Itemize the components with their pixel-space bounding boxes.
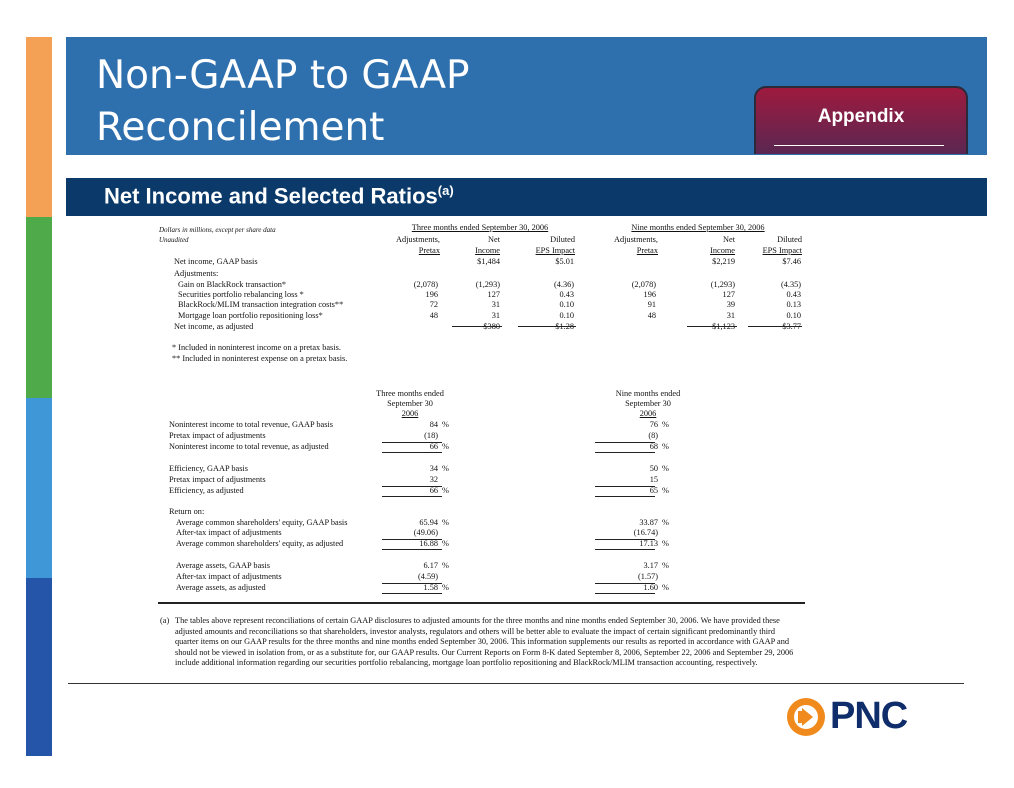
- ratio-n-value: (16.74): [633, 528, 658, 537]
- cell-q-eps: $1.28: [555, 322, 574, 331]
- ratio-q-percent: %: [442, 442, 449, 451]
- col-head-eps-impact: EPS Impact: [535, 246, 575, 255]
- cell-q-net-income: 31: [491, 300, 500, 309]
- ratio-q-value: 66: [429, 486, 438, 495]
- cell-n-eps: 0.43: [786, 290, 801, 299]
- subtotal-rule: [595, 583, 655, 584]
- ratio-n-percent: %: [662, 539, 669, 548]
- col-head-net: Net: [488, 235, 500, 244]
- ratio-label: Efficiency, GAAP basis: [169, 464, 248, 473]
- ratio-q-value: 34: [429, 464, 438, 473]
- col-head-eps-impact-9m: EPS Impact: [762, 246, 802, 255]
- ratio-q-value: 6.17: [423, 561, 438, 570]
- row-label: Mortgage loan portfolio repositioning loss*: [178, 311, 323, 320]
- subtotal-rule: [595, 486, 655, 487]
- cell-n-net-income: $2,219: [712, 257, 735, 266]
- ratio-n-percent: %: [662, 442, 669, 451]
- subtotal-rule: [595, 539, 655, 540]
- col-head-adjustments-9m: Adjustments,: [613, 235, 658, 244]
- note-pretax-income: * Included in noninterest income on a pretax basis.: [172, 343, 341, 352]
- total-rule: [595, 452, 655, 453]
- accent-stripe-orange: [26, 37, 52, 217]
- slide-title-line2: Reconcilement: [96, 105, 385, 150]
- t2-head-q1: Three months ended: [376, 389, 444, 398]
- cell-q-net-income: $380: [483, 322, 500, 331]
- cell-n-net-income: 127: [722, 290, 735, 299]
- cell-q-net-income: 31: [491, 311, 500, 320]
- ratio-n-percent: %: [662, 518, 669, 527]
- ratio-q-percent: %: [442, 464, 449, 473]
- col-head-diluted-9m: Diluted: [777, 235, 802, 244]
- ratio-n-value: 50: [649, 464, 658, 473]
- ratio-label: Noninterest income to total revenue, GAAP basis: [169, 420, 333, 429]
- cell-q-adjustment: 72: [429, 300, 438, 309]
- t2-head-n3: 2006: [639, 409, 657, 418]
- ratio-label: After-tax impact of adjustments: [176, 528, 282, 537]
- cell-q-eps: (4.36): [553, 280, 574, 289]
- ratio-label: Return on:: [169, 507, 205, 516]
- subtotal-rule: [382, 442, 442, 443]
- ratio-q-value: (18): [424, 431, 438, 440]
- total-rule: [382, 593, 442, 594]
- unaudited-note: Unaudited: [159, 236, 189, 244]
- ratio-label: Average common shareholders' equity, as adjusted: [176, 539, 344, 548]
- ratio-label: After-tax impact of adjustments: [176, 572, 282, 581]
- cell-q-net-income: 127: [487, 290, 500, 299]
- total-rule: [595, 593, 655, 594]
- ratio-n-value: 33.87: [639, 518, 658, 527]
- ratio-label: Pretax impact of adjustments: [169, 431, 266, 440]
- ratio-n-percent: %: [662, 464, 669, 473]
- ratio-q-value: (49.06): [413, 528, 438, 537]
- ratio-n-value: 15: [649, 475, 658, 484]
- accent-stripe-light-blue: [26, 398, 52, 578]
- subtotal-rule: [382, 539, 442, 540]
- ratio-q-percent: %: [442, 420, 449, 429]
- ratio-n-percent: %: [662, 486, 669, 495]
- col-head-pretax: Pretax: [418, 246, 440, 255]
- period-header-nine-months: Nine months ended September 30, 2006: [631, 223, 765, 232]
- period-header-three-months: Three months ended September 30, 2006: [411, 223, 549, 232]
- total-rule: [595, 549, 655, 550]
- col-head-adjustments: Adjustments,: [395, 235, 440, 244]
- ratio-q-value: 66: [429, 442, 438, 451]
- accent-stripe-dark-blue: [26, 578, 52, 756]
- row-label: Securities portfolio rebalancing loss *: [178, 290, 304, 299]
- units-note: Dollars in millions, except per share data: [159, 226, 276, 234]
- ratio-label: Noninterest income to total revenue, as adjusted: [169, 442, 329, 451]
- ratio-label: Average assets, as adjusted: [176, 583, 266, 592]
- cell-n-eps: $7.46: [782, 257, 801, 266]
- row-label: Gain on BlackRock transaction*: [178, 280, 287, 289]
- cell-q-net-income: $1,484: [477, 257, 500, 266]
- ratio-q-percent: %: [442, 518, 449, 527]
- cell-q-eps: 0.43: [559, 290, 574, 299]
- ratio-q-value: (4.59): [417, 572, 438, 581]
- ratio-n-percent: %: [662, 420, 669, 429]
- cell-q-eps: $5.01: [555, 257, 574, 266]
- rule: [748, 326, 802, 327]
- section-title: [104, 183, 454, 209]
- cell-n-adjustment: (2,078): [631, 280, 656, 289]
- cell-q-adjustment: 196: [425, 290, 438, 299]
- ratio-q-value: 16.88: [419, 539, 438, 548]
- ratio-n-value: (8): [648, 431, 658, 440]
- section-title-footnote-ref: (a): [437, 183, 454, 198]
- cell-n-eps: 0.10: [786, 311, 801, 320]
- t2-head-n2: September 30: [625, 399, 671, 408]
- slide-title-line1: Non-GAAP to GAAP: [96, 53, 470, 98]
- row-label: BlackRock/MLIM transaction integration costs**: [178, 300, 344, 309]
- cell-n-net-income: (1,293): [710, 280, 735, 289]
- cell-n-adjustment: 48: [647, 311, 656, 320]
- t2-head-n1: Nine months ended: [615, 389, 681, 398]
- ratio-label: Average common shareholders' equity, GAAP basis: [176, 518, 348, 527]
- accent-stripe-green: [26, 217, 52, 398]
- pnc-logo-text: PNC: [830, 695, 908, 737]
- pnc-logo: [786, 697, 936, 737]
- total-rule: [595, 496, 655, 497]
- ratio-n-percent: %: [662, 583, 669, 592]
- note-pretax-expense: ** Included in noninterest expense on a pretax basis.: [172, 354, 348, 363]
- ratio-label: Efficiency, as adjusted: [169, 486, 244, 495]
- ratio-q-percent: %: [442, 486, 449, 495]
- table-bottom-rule: [158, 602, 805, 604]
- rule: [687, 326, 737, 327]
- ratio-n-value: 1.60: [643, 583, 658, 592]
- t2-head-q3: 2006: [401, 409, 419, 418]
- ratio-n-value: (1.57): [637, 572, 658, 581]
- ratio-q-percent: %: [442, 583, 449, 592]
- reconciliation-document: [150, 218, 810, 608]
- ratio-n-value: 65: [649, 486, 658, 495]
- footnote-mark: (a): [160, 616, 170, 625]
- cell-n-net-income: 39: [726, 300, 735, 309]
- col-head-diluted: Diluted: [550, 235, 575, 244]
- ratio-n-value: 68: [649, 442, 658, 451]
- ratio-q-percent: %: [442, 539, 449, 548]
- appendix-underline: [774, 145, 944, 146]
- cell-n-net-income: $1,123: [712, 322, 735, 331]
- col-head-income: Income: [475, 246, 500, 255]
- slide-title: [96, 50, 656, 154]
- rule: [452, 326, 502, 327]
- cell-q-net-income: (1,293): [475, 280, 500, 289]
- ratio-n-value: 76: [649, 420, 658, 429]
- subtotal-rule: [382, 486, 442, 487]
- cell-q-adjustment: 48: [429, 311, 438, 320]
- total-rule: [382, 496, 442, 497]
- col-head-income-9m: Income: [710, 246, 735, 255]
- ratio-q-value: 84: [429, 420, 438, 429]
- pnc-logo-mark-icon: [786, 697, 826, 737]
- ratio-label: Average assets, GAAP basis: [176, 561, 271, 570]
- subtotal-rule: [382, 583, 442, 584]
- cell-n-adjustment: 91: [647, 300, 656, 309]
- ratio-q-value: 1.58: [423, 583, 438, 592]
- row-label: Net income, as adjusted: [174, 322, 254, 331]
- col-head-pretax-9m: Pretax: [636, 246, 658, 255]
- appendix-label: Appendix: [817, 106, 905, 127]
- rule: [518, 326, 576, 327]
- cell-n-eps: (4.35): [780, 280, 801, 289]
- footnote-text: The tables above represent reconciliations of certain GAAP disclosures to adjusted amounts for the three months and nine months ended September 30, 2006. We have provided these adjusted amounts and reconciliations so that shareholders, investor analysts, regulators and others will be better able to evaluate the impact of certain significant predominantly third quarter items on our GAAP results for the three months and nine months ended September 30, 2006. This information supplements our results as reported in accordance with GAAP and should not be viewed in isolation from, or as a substitute for, our GAAP results. Our Current Reports on Form 8-K dated September 8, 2006, September 22, 2006 and September 29, 2006 include additional information regarding our securities portfolio rebalancing, mortgage loan portfolio repositioning and BlackRock/MLIM transaction accounting, respectively.: [175, 616, 794, 668]
- cell-n-eps: 0.13: [786, 300, 801, 309]
- section-title-text: Net Income and Selected Ratios: [104, 183, 438, 209]
- ratio-q-percent: %: [442, 561, 449, 570]
- cell-n-net-income: 31: [726, 311, 735, 320]
- cell-q-eps: 0.10: [559, 300, 574, 309]
- col-head-net-9m: Net: [723, 235, 735, 244]
- subtotal-rule: [595, 442, 655, 443]
- ratio-q-value: 32: [429, 475, 438, 484]
- bottom-rule: [68, 683, 964, 684]
- total-rule: [382, 549, 442, 550]
- cell-n-adjustment: 196: [643, 290, 656, 299]
- cell-n-eps: $3.77: [782, 322, 801, 331]
- cell-q-eps: 0.10: [559, 311, 574, 320]
- total-rule: [382, 452, 442, 453]
- cell-q-adjustment: (2,078): [413, 280, 438, 289]
- ratio-n-value: 3.17: [643, 561, 658, 570]
- row-label: Adjustments:: [174, 269, 219, 278]
- ratio-q-value: 65.94: [419, 518, 438, 527]
- appendix-tab: [754, 86, 968, 154]
- ratio-n-value: 17.13: [639, 539, 658, 548]
- row-label: Net income, GAAP basis: [174, 257, 258, 266]
- ratio-label: Pretax impact of adjustments: [169, 475, 266, 484]
- t2-head-q2: September 30: [387, 399, 433, 408]
- ratio-n-percent: %: [662, 561, 669, 570]
